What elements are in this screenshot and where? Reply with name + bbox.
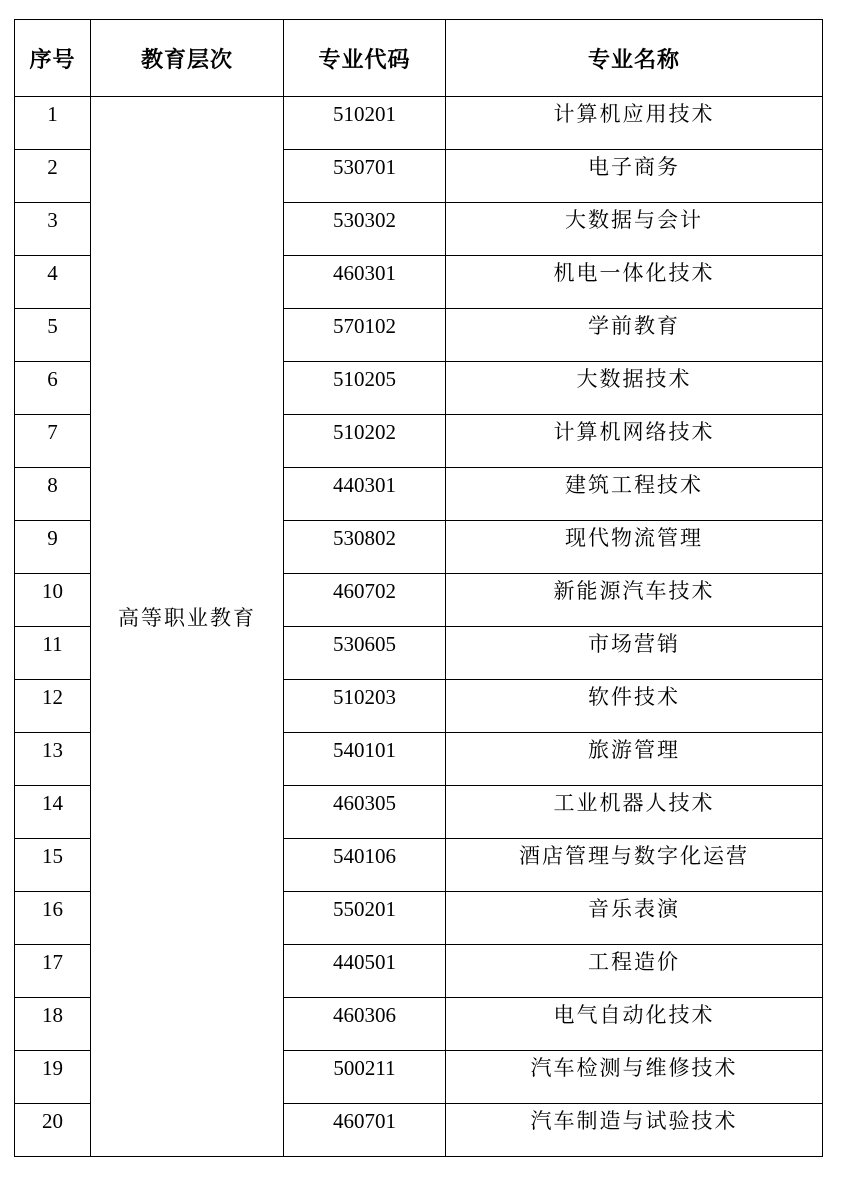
education-level-text: 高等职业教育 xyxy=(118,606,256,630)
major-name xyxy=(446,1051,823,1104)
row-number-text: 17 xyxy=(42,949,63,974)
major-name-text: 旅游管理 xyxy=(588,737,680,762)
major-code-text: 460702 xyxy=(333,578,396,603)
major-name-text: 酒店管理与数字化运营 xyxy=(519,843,749,868)
header-code: 专业代码 xyxy=(284,20,446,97)
major-code-text: 440301 xyxy=(333,472,396,497)
row-number-text: 3 xyxy=(47,207,58,232)
major-code-text: 460306 xyxy=(333,1002,396,1027)
major-code-text: 510202 xyxy=(333,419,396,444)
major-code-text: 530802 xyxy=(333,525,396,550)
row-number xyxy=(15,203,91,256)
major-name xyxy=(446,839,823,892)
major-code-text: 510203 xyxy=(333,684,396,709)
major-code-text: 530605 xyxy=(333,631,396,656)
major-name-text: 计算机应用技术 xyxy=(553,101,715,126)
majors-table xyxy=(14,19,823,1157)
row-number xyxy=(15,945,91,998)
row-number xyxy=(15,362,91,415)
row-number xyxy=(15,97,91,150)
major-name xyxy=(446,680,823,733)
major-code xyxy=(284,1104,446,1157)
major-code-text: 550201 xyxy=(333,896,396,921)
row-number-text: 11 xyxy=(42,631,63,656)
major-code xyxy=(284,521,446,574)
row-number xyxy=(15,574,91,627)
row-number-text: 14 xyxy=(42,790,63,815)
major-code xyxy=(284,680,446,733)
major-name xyxy=(446,521,823,574)
major-name-text: 汽车检测与维修技术 xyxy=(530,1055,738,1080)
row-number-text: 19 xyxy=(42,1055,63,1080)
major-name xyxy=(446,574,823,627)
major-name xyxy=(446,786,823,839)
row-number xyxy=(15,839,91,892)
major-name-text: 大数据技术 xyxy=(576,366,692,391)
table-header xyxy=(15,20,823,97)
major-name-text: 音乐表演 xyxy=(588,896,680,921)
major-code-text: 460305 xyxy=(333,790,396,815)
major-code xyxy=(284,362,446,415)
row-number xyxy=(15,733,91,786)
major-code xyxy=(284,839,446,892)
row-number xyxy=(15,521,91,574)
row-number xyxy=(15,627,91,680)
row-number xyxy=(15,468,91,521)
row-number xyxy=(15,256,91,309)
row-number-text: 15 xyxy=(42,843,63,868)
major-code-text: 500211 xyxy=(333,1055,396,1080)
row-number-text: 20 xyxy=(42,1108,63,1133)
major-code xyxy=(284,627,446,680)
row-number xyxy=(15,1051,91,1104)
row-number xyxy=(15,892,91,945)
row-number-text: 7 xyxy=(47,419,58,444)
table-body xyxy=(15,97,823,1157)
major-code xyxy=(284,415,446,468)
major-name xyxy=(446,309,823,362)
row-number-text: 9 xyxy=(47,525,58,550)
major-name xyxy=(446,256,823,309)
major-code-text: 540106 xyxy=(333,843,396,868)
major-name-text: 建筑工程技术 xyxy=(565,472,703,497)
row-number-text: 4 xyxy=(47,260,58,285)
major-code-text: 510205 xyxy=(333,366,396,391)
major-code xyxy=(284,998,446,1051)
row-number xyxy=(15,998,91,1051)
row-number-text: 10 xyxy=(42,578,63,603)
row-number xyxy=(15,680,91,733)
major-name-text: 工程造价 xyxy=(588,949,680,974)
major-code-text: 530701 xyxy=(333,154,396,179)
major-name xyxy=(446,415,823,468)
major-name xyxy=(446,150,823,203)
row-number xyxy=(15,309,91,362)
major-name xyxy=(446,892,823,945)
major-code xyxy=(284,203,446,256)
header-name: 专业名称 xyxy=(446,20,823,97)
major-code xyxy=(284,733,446,786)
major-code xyxy=(284,945,446,998)
major-name-text: 电子商务 xyxy=(588,154,680,179)
major-code-text: 440501 xyxy=(333,949,396,974)
major-name-text: 新能源汽车技术 xyxy=(553,578,715,603)
row-number xyxy=(15,786,91,839)
major-name xyxy=(446,97,823,150)
major-code xyxy=(284,97,446,150)
major-code xyxy=(284,1051,446,1104)
major-name xyxy=(446,998,823,1051)
major-name-text: 市场营销 xyxy=(588,631,680,656)
row-number-text: 1 xyxy=(47,101,58,126)
major-code-text: 540101 xyxy=(333,737,396,762)
major-name xyxy=(446,468,823,521)
row-number xyxy=(15,1104,91,1157)
major-code xyxy=(284,892,446,945)
header-level: 教育层次 xyxy=(91,20,284,97)
major-name-text: 工业机器人技术 xyxy=(553,790,715,815)
major-name-text: 大数据与会计 xyxy=(565,207,703,232)
row-number-text: 13 xyxy=(42,737,63,762)
major-name-text: 现代物流管理 xyxy=(565,525,703,550)
major-code xyxy=(284,256,446,309)
major-name-text: 机电一体化技术 xyxy=(553,260,715,285)
major-name-text: 计算机网络技术 xyxy=(553,419,715,444)
row-number-text: 18 xyxy=(42,1002,63,1027)
education-level-cell xyxy=(91,97,284,1157)
header-num: 序号 xyxy=(15,20,91,97)
row-number xyxy=(15,150,91,203)
row-number-text: 2 xyxy=(47,154,58,179)
major-name xyxy=(446,203,823,256)
major-code xyxy=(284,786,446,839)
major-name xyxy=(446,362,823,415)
major-code xyxy=(284,574,446,627)
major-name-text: 学前教育 xyxy=(588,313,680,338)
major-code-text: 460301 xyxy=(333,260,396,285)
row-number-text: 5 xyxy=(47,313,58,338)
header-row xyxy=(15,20,823,97)
major-name xyxy=(446,1104,823,1157)
table-row xyxy=(15,97,823,150)
major-code-text: 460701 xyxy=(333,1108,396,1133)
row-number-text: 8 xyxy=(47,472,58,497)
major-name xyxy=(446,733,823,786)
major-code-text: 570102 xyxy=(333,313,396,338)
major-name-text: 汽车制造与试验技术 xyxy=(530,1108,738,1133)
major-name xyxy=(446,945,823,998)
row-number-text: 16 xyxy=(42,896,63,921)
major-code xyxy=(284,468,446,521)
row-number xyxy=(15,415,91,468)
major-code xyxy=(284,150,446,203)
major-name-text: 电气自动化技术 xyxy=(553,1002,715,1027)
major-name-text: 软件技术 xyxy=(588,684,680,709)
row-number-text: 12 xyxy=(42,684,63,709)
major-name xyxy=(446,627,823,680)
major-code xyxy=(284,309,446,362)
major-code-text: 530302 xyxy=(333,207,396,232)
major-code-text: 510201 xyxy=(333,101,396,126)
row-number-text: 6 xyxy=(47,366,58,391)
